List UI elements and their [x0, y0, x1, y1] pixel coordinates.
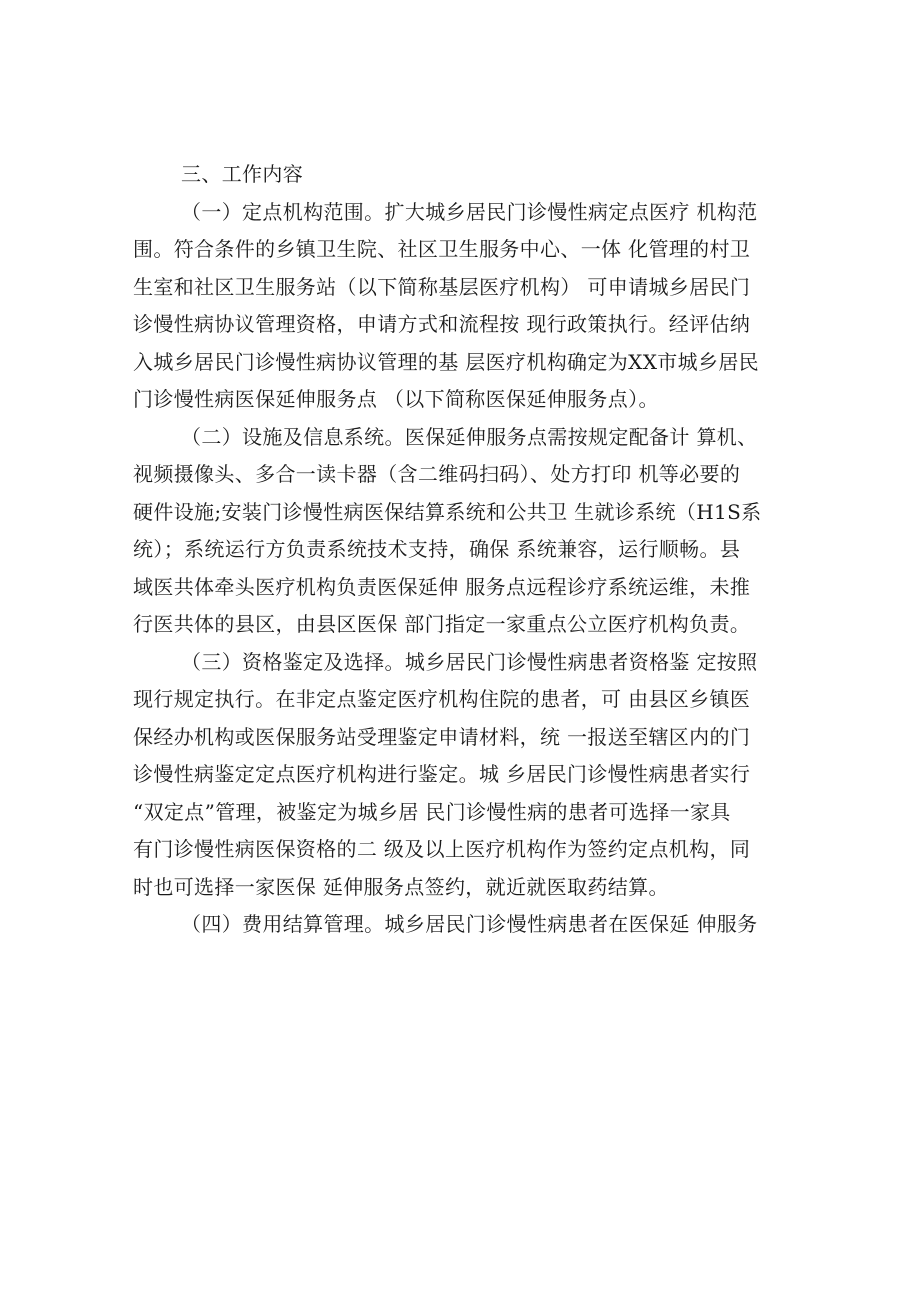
text-line: 围。符合条件的乡镇卫生院、社区卫生服务中心、一体 化管理的村卫 [133, 237, 751, 261]
text-line: 视频摄像头、多合一读卡器（含二维码扫码）、处方打印 机等必要的 [133, 462, 741, 486]
text-line: 门诊慢性病医保延伸服务点 （以下简称医保延伸服务点）。 [133, 387, 659, 411]
text-line: 统）；系统运行方负责系统技术支持，确保 系统兼容，运行顺畅。县 [133, 537, 741, 561]
text-line: 现行规定执行。在非定点鉴定医疗机构住院的患者，可 由县区乡镇医 [133, 687, 751, 711]
text-line: （四）费用结算管理。城乡居民门诊慢性病患者在医保延 伸服务 [181, 912, 758, 936]
text-line: （二）设施及信息系统。医保延伸服务点需按规定配备计 算机、 [181, 424, 758, 449]
text-line: 诊慢性病鉴定定点医疗机构进行鉴定。城 乡居民门诊慢性病患者实行 [133, 762, 751, 786]
text-line: 硬件设施;安装门诊慢性病医保结算系统和公共卫 生就诊系统（H1S系 [133, 499, 762, 524]
document-body [133, 156, 813, 944]
text-line: 有门诊慢性病医保资格的二 级及以上医疗机构作为签约定点机构，同 [133, 837, 751, 861]
text-line: 生室和社区卫生服务站（以下简称基层医疗机构） 可申请城乡居民门 [133, 274, 751, 299]
text-line: 时也可选择一家医保 延伸服务点签约，就近就医取药结算。 [133, 874, 669, 899]
paragraph-4 [133, 906, 813, 944]
paragraph-2 [133, 419, 813, 644]
text-line: 保经办机构或医保服务站受理鉴定申请材料，统 一报送至辖区内的门 [133, 724, 751, 749]
text-line: “双定点”管理，被鉴定为城乡居 民门诊慢性病的患者可选择一家具 [133, 799, 731, 824]
text-line: 诊慢性病协议管理资格，申请方式和流程按 现行政策执行。经评估纳 [133, 312, 751, 336]
text-line: （三）资格鉴定及选择。城乡居民门诊慢性病患者资格鉴 定按照 [181, 649, 758, 674]
text-line: 域医共体牵头医疗机构负责医保延伸 服务点远程诊疗系统运维，未推 [133, 574, 751, 599]
text-line: 行医共体的县区，由县区医保 部门指定一家重点公立医疗机构负责。 [133, 612, 751, 636]
text-line: 入城乡居民门诊慢性病协议管理的基 层医疗机构确定为XX市城乡居民 [133, 349, 760, 374]
paragraph-1 [133, 194, 813, 419]
text-line: （一）定点机构范围。扩大城乡居民门诊慢性病定点医疗 机构范 [181, 199, 758, 224]
paragraph-3 [133, 644, 813, 907]
section-heading: 三、工作内容 [181, 162, 304, 186]
